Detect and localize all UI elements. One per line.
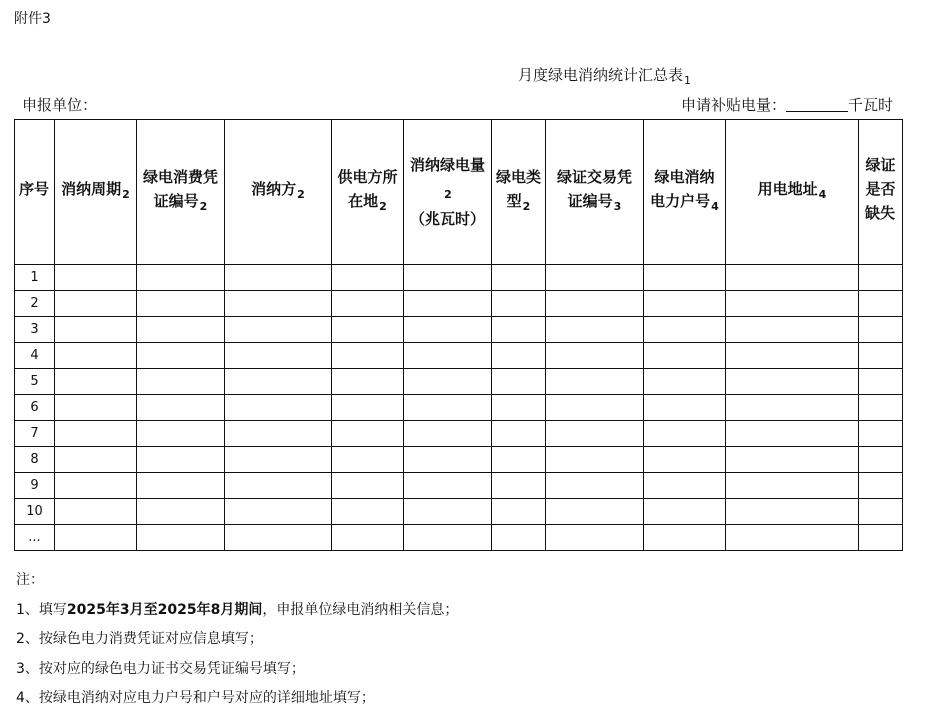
table-cell [55, 343, 137, 369]
header-col-certificate-missing [859, 120, 903, 265]
table-cell [332, 447, 404, 473]
table-cell [859, 343, 903, 369]
header-label [404, 153, 491, 231]
table-cell [546, 473, 644, 499]
header-text: 绿电消费凭证编号 [142, 168, 218, 210]
table-cell [137, 525, 225, 551]
table-row [15, 369, 903, 395]
table-cell [492, 447, 546, 473]
table-cell [726, 265, 859, 291]
header-unit: （兆瓦时） [409, 210, 485, 228]
table-cell [404, 473, 492, 499]
title-footnote-mark: 1 [684, 74, 692, 87]
header-col-account-no [644, 120, 726, 265]
header-label [55, 177, 136, 207]
table-cell [859, 421, 903, 447]
table-cell [644, 317, 726, 343]
table-row [15, 447, 903, 473]
table-cell [225, 525, 332, 551]
table-cell [492, 395, 546, 421]
subsidy-amount-field [681, 94, 893, 115]
table-cell [859, 525, 903, 551]
table-cell [332, 395, 404, 421]
table-cell [137, 291, 225, 317]
table-cell [492, 343, 546, 369]
table-cell [726, 291, 859, 317]
header-label [15, 177, 54, 207]
header-label [644, 165, 725, 219]
note-text: 3、按对应的绿色电力证书交易凭证编号填写； [16, 660, 305, 677]
table-row [15, 473, 903, 499]
table-cell [404, 317, 492, 343]
header-col-certificate-voucher-no [546, 120, 644, 265]
table-cell [332, 473, 404, 499]
table-cell [55, 369, 137, 395]
table-cell [137, 343, 225, 369]
note-text: 4、按绿电消纳对应电力户号和户号对应的详细地址填写； [16, 690, 375, 706]
header-text: 供电方所在地 [337, 168, 398, 210]
header-footnote-mark: 2 [522, 200, 531, 213]
table-cell [332, 421, 404, 447]
table-header-row [15, 120, 903, 265]
table-cell [332, 291, 404, 317]
table-cell [404, 369, 492, 395]
header-label [859, 153, 902, 231]
table-cell [404, 291, 492, 317]
table-cell [859, 291, 903, 317]
row-index: 9 [15, 473, 55, 499]
header-footnote-mark: 2 [199, 200, 208, 213]
header-col-address [726, 120, 859, 265]
table-cell [726, 317, 859, 343]
table-cell [225, 499, 332, 525]
table-cell [137, 473, 225, 499]
page-title [518, 64, 691, 87]
table-cell [404, 499, 492, 525]
header-footnote-mark: 4 [818, 188, 827, 201]
header-label [332, 165, 403, 219]
row-index: 5 [15, 369, 55, 395]
table-cell [332, 525, 404, 551]
table-cell [492, 473, 546, 499]
table-row [15, 265, 903, 291]
table-row [15, 499, 903, 525]
table-cell [546, 291, 644, 317]
table-cell [492, 421, 546, 447]
table-cell [644, 343, 726, 369]
table-cell [225, 395, 332, 421]
table-cell [332, 265, 404, 291]
table-cell [726, 447, 859, 473]
header-text: 消纳周期 [61, 180, 122, 198]
table-row [15, 317, 903, 343]
table-cell [726, 343, 859, 369]
header-label [726, 177, 858, 207]
table-cell [644, 265, 726, 291]
table-cell [492, 317, 546, 343]
table-cell [644, 473, 726, 499]
subsidy-unit: 千瓦时 [847, 96, 893, 114]
table-cell [546, 343, 644, 369]
table-cell [859, 447, 903, 473]
table-cell [225, 343, 332, 369]
table-cell [546, 265, 644, 291]
notes-section [16, 566, 458, 714]
table-cell [546, 447, 644, 473]
page-title-text: 月度绿电消纳统计汇总表 [518, 66, 684, 84]
header-footnote-mark: 2 [297, 188, 305, 201]
header-col-supplier-location [332, 120, 404, 265]
note-text: 2、按绿色电力消费凭证对应信息填写； [16, 631, 263, 647]
table-cell [726, 369, 859, 395]
table-cell [55, 447, 137, 473]
header-label [225, 177, 331, 207]
header-col-consumption-voucher-no [137, 120, 225, 265]
table-cell [859, 265, 903, 291]
table-cell [55, 265, 137, 291]
table-cell [404, 265, 492, 291]
table-cell [137, 317, 225, 343]
row-index: 8 [15, 447, 55, 473]
table-cell [726, 473, 859, 499]
table-cell [644, 525, 726, 551]
table-cell [225, 447, 332, 473]
table-cell [404, 447, 492, 473]
table-cell [225, 265, 332, 291]
table-cell [492, 525, 546, 551]
subsidy-label: 申请补贴电量： [680, 96, 786, 114]
header-col-period [55, 120, 137, 265]
table-cell [644, 291, 726, 317]
table-cell [546, 395, 644, 421]
table-cell [644, 395, 726, 421]
header-text: 用电地址 [757, 180, 818, 198]
table-cell [137, 395, 225, 421]
subsidy-blank-line [786, 97, 848, 112]
header-text: 绿电消纳电力户号 [650, 168, 715, 210]
note-item-1 [16, 596, 458, 626]
table-cell [137, 421, 225, 447]
table-cell [644, 421, 726, 447]
header-label [546, 165, 643, 219]
table-cell [492, 499, 546, 525]
table-cell [55, 395, 137, 421]
header-text: 序号 [19, 180, 50, 198]
table-cell [332, 317, 404, 343]
table-cell [404, 421, 492, 447]
table-cell [55, 317, 137, 343]
table-cell [137, 447, 225, 473]
table-cell [404, 395, 492, 421]
table-row [15, 343, 903, 369]
header-col-green-power-type [492, 120, 546, 265]
table-cell [644, 499, 726, 525]
header-col-index [15, 120, 55, 265]
table-cell [726, 421, 859, 447]
table-cell [137, 265, 225, 291]
table-cell [225, 421, 332, 447]
row-index: 1 [15, 265, 55, 291]
header-col-green-power-amount [404, 120, 492, 265]
note-emphasis: 2025年3月至2025年8月期间 [66, 601, 263, 618]
table-cell [55, 421, 137, 447]
header-text: 消纳方 [251, 180, 297, 198]
table-cell [55, 291, 137, 317]
row-index: 10 [15, 499, 55, 525]
table-cell [225, 473, 332, 499]
table-cell [55, 499, 137, 525]
note-item-4 [16, 684, 458, 714]
table-cell [55, 525, 137, 551]
table-cell [546, 499, 644, 525]
attachment-label: 附件3 [14, 11, 51, 27]
header-text: 消纳绿电量 [409, 156, 485, 174]
header-footnote-mark: 2 [379, 200, 387, 213]
table-cell [332, 343, 404, 369]
table-cell [332, 499, 404, 525]
header-label [137, 165, 224, 219]
row-index: 4 [15, 343, 55, 369]
header-footnote-mark: 2 [122, 188, 130, 201]
table-cell [546, 369, 644, 395]
note-item-2 [16, 625, 458, 655]
table-cell [726, 395, 859, 421]
table-cell [546, 525, 644, 551]
table-cell [492, 369, 546, 395]
header-footnote-mark: 2 [444, 188, 452, 201]
header-footnote-mark: 3 [613, 200, 622, 213]
table-cell [225, 369, 332, 395]
table-body [15, 265, 903, 551]
table-cell [644, 369, 726, 395]
table-cell [859, 369, 903, 395]
header-footnote-mark: 4 [711, 200, 719, 213]
header-col-consumer [225, 120, 332, 265]
header-text: 绿证交易凭证编号 [556, 168, 632, 210]
table-cell [332, 369, 404, 395]
header-text: 绿证是否缺失 [864, 156, 896, 222]
table-cell [546, 421, 644, 447]
table-cell [726, 499, 859, 525]
table-cell [225, 291, 332, 317]
row-index: 6 [15, 395, 55, 421]
table-cell [404, 343, 492, 369]
table-cell [644, 447, 726, 473]
row-index: 2 [15, 291, 55, 317]
row-index: 3 [15, 317, 55, 343]
table-row [15, 421, 903, 447]
table-cell [137, 499, 225, 525]
reporting-unit-label: 申报单位： [22, 96, 98, 114]
table-cell [859, 317, 903, 343]
table-cell [137, 369, 225, 395]
table-cell [859, 395, 903, 421]
table-cell [404, 525, 492, 551]
note-text: ，申报单位绿电消纳相关信息； [262, 601, 459, 618]
note-item-3 [16, 655, 458, 685]
note-text: 1、填写 [16, 601, 67, 618]
row-index: 7 [15, 421, 55, 447]
row-index: ... [15, 525, 55, 551]
header-label [492, 165, 545, 219]
table-cell [546, 317, 644, 343]
notes-label: 注： [16, 572, 44, 588]
table-row [15, 395, 903, 421]
statistics-table [14, 119, 903, 551]
table-cell [726, 525, 859, 551]
table-row [15, 291, 903, 317]
table-cell [859, 473, 903, 499]
table-cell [55, 473, 137, 499]
header-text: 绿电类型 [496, 168, 542, 210]
table-cell [492, 265, 546, 291]
table-row [15, 525, 903, 551]
table-cell [225, 317, 332, 343]
table-cell [492, 291, 546, 317]
table-cell [859, 499, 903, 525]
